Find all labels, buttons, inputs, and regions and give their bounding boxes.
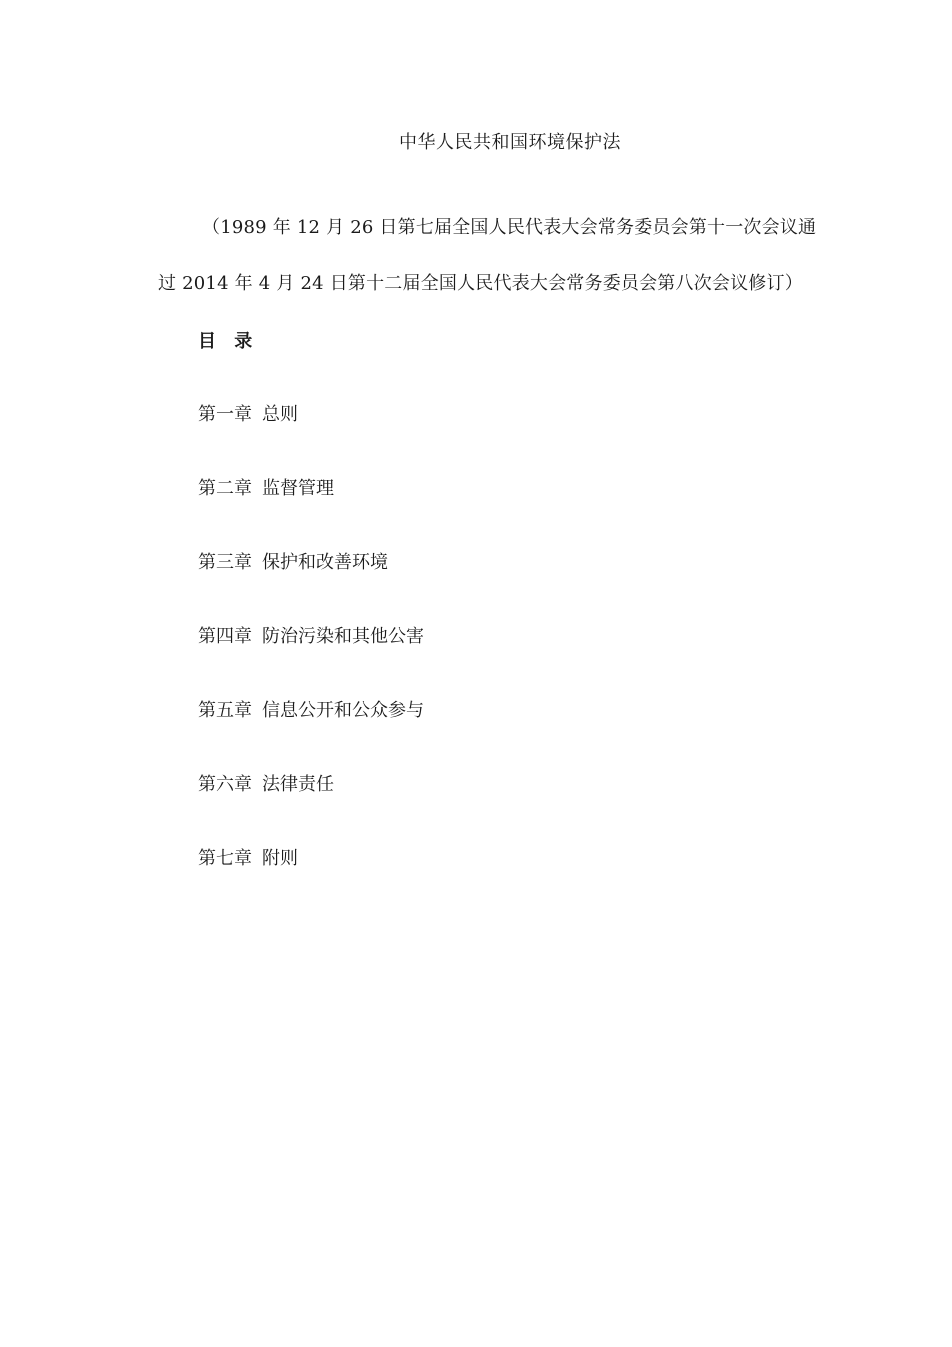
toc-item-chapter-5 — [198, 696, 424, 770]
chapter-number: 第六章 — [198, 774, 252, 795]
toc-item-chapter-1 — [198, 400, 424, 474]
toc-item-chapter-6 — [198, 770, 424, 844]
document-subtitle — [158, 200, 828, 312]
chapter-number: 第四章 — [198, 626, 252, 647]
chapter-title: 信息公开和公众参与 — [262, 700, 424, 721]
chapter-number: 第二章 — [198, 478, 252, 499]
chapter-title: 总则 — [262, 404, 298, 425]
chapter-number: 第七章 — [198, 848, 252, 869]
toc-item-chapter-2 — [198, 474, 424, 548]
subtitle-line-2: 过 2014 年 4 月 24 日第十二届全国人民代表大会常务委员会第八次会议修订） — [158, 273, 803, 294]
toc-item-chapter-4 — [198, 622, 424, 696]
chapter-title: 监督管理 — [262, 478, 334, 499]
subtitle-line-1: （1989 年 12 月 26 日第七届全国人民代表大会常务委员会第十一次会议通 — [202, 217, 817, 238]
toc-heading: 目 录 — [198, 331, 259, 352]
chapter-number: 第三章 — [198, 552, 252, 573]
toc-item-chapter-7 — [198, 844, 424, 918]
chapter-title: 保护和改善环境 — [262, 552, 388, 573]
toc-item-chapter-3 — [198, 548, 424, 622]
document-title: 中华人民共和国环境保护法 — [399, 132, 621, 153]
chapter-number: 第一章 — [198, 404, 252, 425]
chapter-title: 法律责任 — [262, 774, 334, 795]
chapter-title: 防治污染和其他公害 — [262, 626, 424, 647]
chapter-title: 附则 — [262, 848, 298, 869]
table-of-contents — [198, 400, 424, 918]
chapter-number: 第五章 — [198, 700, 252, 721]
